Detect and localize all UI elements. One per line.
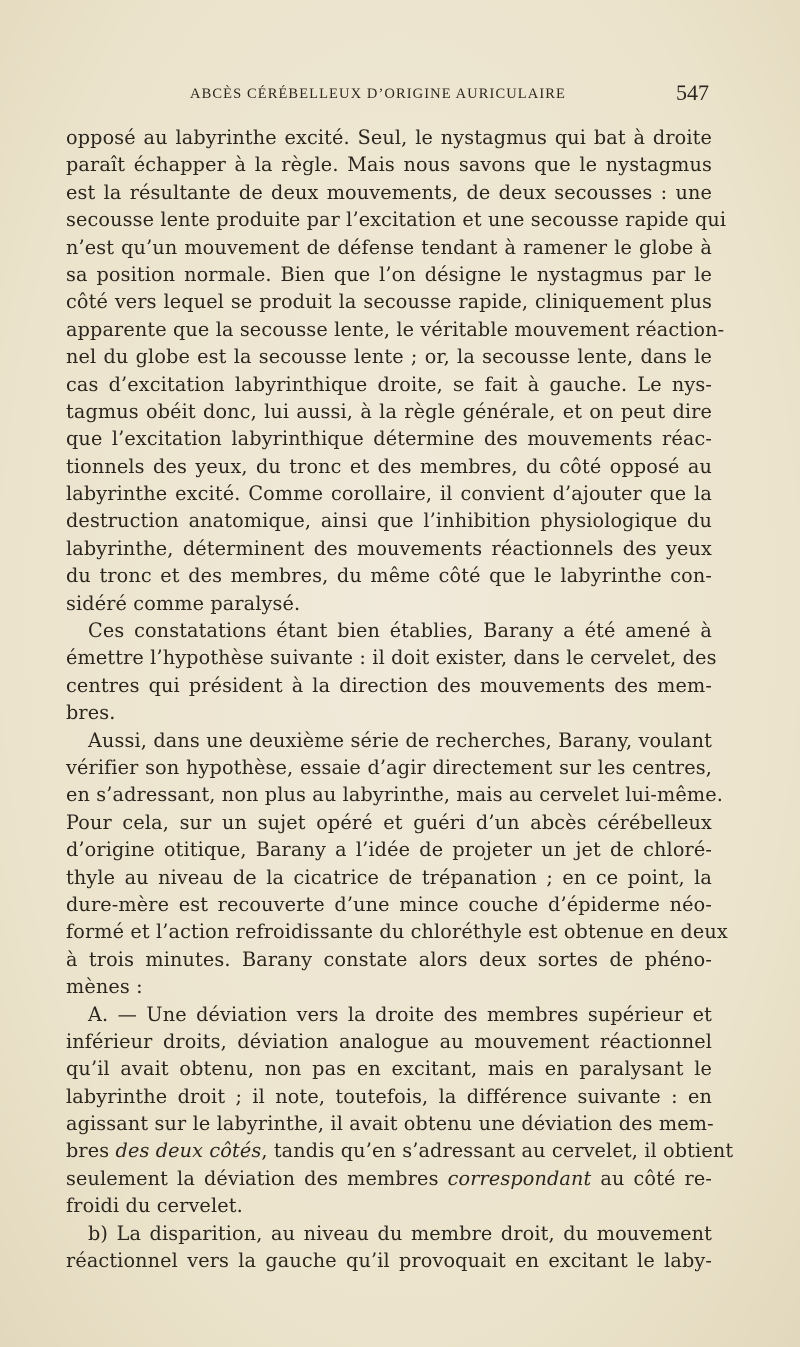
text-line: froidi du cervelet. — [66, 1194, 243, 1218]
text-line: est la résultante de deux mouvements, de deux secousses : une — [66, 180, 712, 204]
chapter-title: ABCÈS CÉRÉBELLEUX D’ORIGINE AURICULAIRE — [190, 86, 566, 102]
text-line: tionnels des yeux, du tronc et des membres, du côté opposé au — [66, 454, 712, 478]
body-text — [66, 124, 734, 1274]
text-line: sidéré comme paralysé. — [66, 591, 301, 615]
text-line: n’est qu’un mouvement de défense tendant à ramener le globe à — [66, 235, 712, 259]
page-number: 547 — [676, 80, 709, 105]
text-line: Aussi, dans une deuxième série de recherches, Barany, voulant — [88, 728, 712, 752]
text-line: destruction anatomique, ainsi que l’inhibition physiologique du — [66, 509, 712, 533]
text-line: paraît échapper à la règle. Mais nous savons que le nystagmus — [66, 153, 712, 177]
text-line: que l’excitation labyrinthique détermine des mouvements réac- — [66, 427, 712, 451]
text-line: réactionnel vers la gauche qu’il provoquait en excitant le laby- — [66, 1249, 712, 1273]
text-line: A. — Une déviation vers la droite des membres supérieur et — [88, 1002, 712, 1026]
text-line — [66, 1165, 712, 1192]
text-run: seulement la déviation des membres — [66, 1166, 448, 1190]
text-line: d’origine otitique, Barany a l’idée de projeter un jet de chloré- — [66, 838, 712, 862]
text-line: mènes : — [66, 975, 143, 999]
text-run: bres — [66, 1139, 116, 1163]
text-line: tagmus obéit donc, lui aussi, à la règle générale, et on peut dire — [66, 399, 712, 423]
text-line: en s’adressant, non plus au labyrinthe, mais au cervelet lui-même. — [66, 783, 723, 807]
text-line: qu’il avait obtenu, non pas en excitant, mais en paralysant le — [66, 1057, 712, 1081]
italic-text: correspondant — [447, 1166, 592, 1190]
text-line: agissant sur le labyrinthe, il avait obtenu une déviation des mem- — [66, 1112, 714, 1136]
text-line: labyrinthe droit ; il note, toutefois, la différence suivante : en — [66, 1084, 712, 1108]
text-line: émettre l’hypothèse suivante : il doit exister, dans le cervelet, des — [66, 646, 717, 670]
text-line: du tronc et des membres, du même côté que le labyrinthe con- — [66, 564, 712, 588]
text-line: inférieur droits, déviation analogue au mouvement réactionnel — [66, 1029, 712, 1053]
text-line: thyle au niveau de la cicatrice de trépanation ; en ce point, la — [66, 865, 712, 889]
text-line — [66, 1137, 734, 1164]
text-line: Pour cela, sur un sujet opéré et guéri d’un abcès cérébelleux — [66, 810, 712, 834]
text-line: cas d’excitation labyrinthique droite, se fait à gauche. Le nys- — [66, 372, 712, 396]
text-line: apparente que la secousse lente, le véritable mouvement réaction- — [66, 317, 725, 341]
text-line: nel du globe est la secousse lente ; or, la secousse lente, dans le — [66, 345, 712, 369]
text-run: , tandis qu’en s’adressant au cervelet, il obtient — [261, 1139, 734, 1163]
text-line: labyrinthe, déterminent des mouvements réactionnels des yeux — [66, 536, 712, 560]
text-line: à trois minutes. Barany constate alors deux sortes de phéno- — [66, 947, 712, 971]
text-line: bres. — [66, 701, 116, 725]
text-run: au côté re- — [591, 1166, 712, 1190]
text-line: vérifier son hypothèse, essaie d’agir directement sur les centres, — [66, 755, 712, 779]
text-line: Ces constatations étant bien établies, Barany a été amené à — [88, 619, 712, 643]
text-line: labyrinthe excité. Comme corollaire, il convient d’ajouter que la — [66, 482, 712, 506]
text-line: opposé au labyrinthe excité. Seul, le nystagmus qui bat à droite — [66, 126, 712, 149]
italic-text: des deux côtés — [115, 1139, 262, 1163]
text-line: sa position normale. Bien que l’on désigne le nystagmus par le — [66, 262, 712, 286]
text-line: secousse lente produite par l’excitation et une secousse rapide qui — [66, 208, 727, 232]
running-head — [0, 78, 800, 108]
text-line: dure-mère est recouverte d’une mince couche d’épiderme néo- — [66, 892, 712, 916]
text-line: côté vers lequel se produit la secousse rapide, cliniquement plus — [66, 290, 712, 314]
text-line: b) La disparition, au niveau du membre droit, du mouvement — [88, 1221, 712, 1245]
text-line: formé et l’action refroidissante du chloréthyle est obtenue en deux — [66, 920, 728, 944]
text-line: centres qui président à la direction des mouvements des mem- — [66, 673, 712, 697]
